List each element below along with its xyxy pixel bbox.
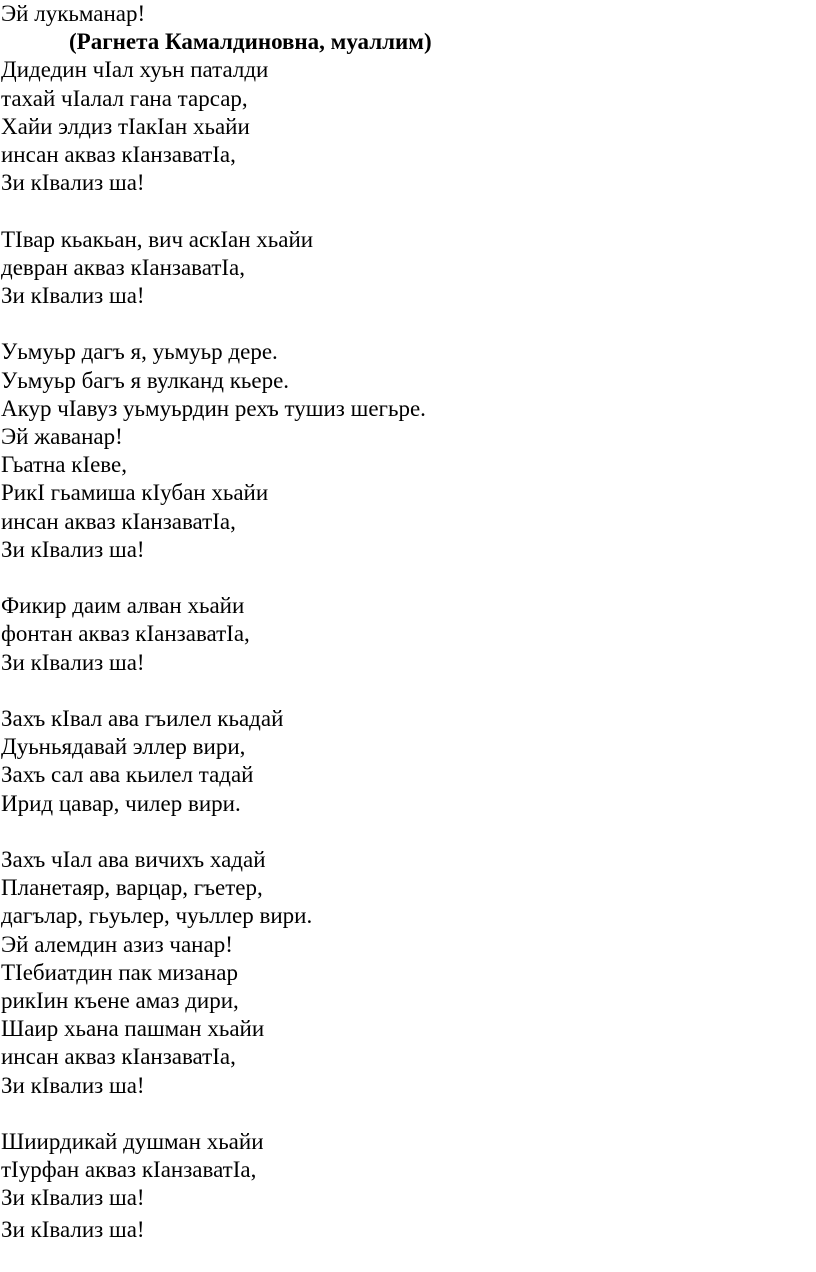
poem-line: Дидедин чIал хуьн паталди bbox=[1, 57, 269, 83]
poem-line: Эй жаванар! bbox=[1, 424, 123, 450]
poem-line: РикI гьамиша кIубан хьайи bbox=[1, 480, 269, 506]
poem-document bbox=[1, 0, 811, 1244]
poem-line: TIвар кьакьан, вич аскIан хьайи bbox=[1, 226, 314, 252]
poem-line: Захъ кIвал ава гъилел кьадай bbox=[1, 706, 284, 732]
poem-line: рикIин къене амаз дири, bbox=[1, 988, 239, 1014]
poem-line: тахай чIалал гана тарсар, bbox=[1, 85, 248, 111]
poem-refrain: Зи кIвализ ша! bbox=[1, 1216, 145, 1242]
poem-refrain: Зи кIвализ ша! bbox=[1, 1185, 145, 1211]
poem-line: тIурфан акваз кIанзаватIа, bbox=[1, 1157, 257, 1183]
stanza-gap bbox=[1, 677, 811, 705]
poem-line: Шаир хьана пашман хьайи bbox=[1, 1016, 265, 1042]
poem-line: фонтан акваз кIанзаватIа, bbox=[1, 621, 250, 647]
poem-refrain: Зи кIвализ ша! bbox=[1, 283, 145, 309]
poem-line: инсан акваз кIанзаватIа, bbox=[1, 1044, 236, 1070]
stanza-gap bbox=[1, 564, 811, 592]
poem-line: Шиирдикай душман хьайи bbox=[1, 1129, 264, 1155]
poem-line: TIебиатдин пак мизанар bbox=[1, 959, 238, 985]
poem-line: Гьатна кIеве, bbox=[1, 452, 127, 478]
poem-line: Планетаяр, варцар, гъетер, bbox=[1, 875, 263, 901]
poem-dedication: (Рагнета Камалдиновна, муаллим) bbox=[69, 29, 432, 55]
poem-line: Захъ сал ава кьилел тадай bbox=[1, 762, 254, 788]
poem-refrain: Зи кIвализ ша! bbox=[1, 170, 145, 196]
poem-line: девран акваз кIанзаватIа, bbox=[1, 254, 246, 280]
poem-refrain: Зи кIвализ ша! bbox=[1, 536, 145, 562]
poem-line: дагълар, гьуьлер, чуьллер вири. bbox=[1, 903, 313, 929]
stanza-gap bbox=[1, 1100, 811, 1128]
poem-line: Уьмуьр багъ я вулканд кьере. bbox=[1, 367, 290, 393]
poem-line: Эй алемдин азиз чанар! bbox=[1, 931, 233, 957]
poem-line: Хайи элдиз тIакIан хьайи bbox=[1, 113, 250, 139]
stanza-gap bbox=[1, 197, 811, 225]
stanza-gap bbox=[1, 310, 811, 338]
poem-refrain: Зи кIвализ ша! bbox=[1, 1072, 145, 1098]
poem-line: Уьмуьр дагъ я, уьмуьр дере. bbox=[1, 339, 278, 365]
poem-line: Фикир даим алван хьайи bbox=[1, 593, 245, 619]
poem-refrain: Зи кIвализ ша! bbox=[1, 649, 145, 675]
poem-line: инсан акваз кIанзаватIа, bbox=[1, 508, 236, 534]
poem-line: Захъ чIал ава вичихъ хадай bbox=[1, 847, 266, 873]
poem-line: Дуьньядавай эллер вири, bbox=[1, 734, 246, 760]
poem-line-greeting: Эй лукьманар! bbox=[1, 1, 146, 26]
poem-line: Ирид цавар, чилер вири. bbox=[1, 790, 241, 816]
poem-line: Акур чIавуз уьмуьрдин рехъ тушиз шегьре. bbox=[1, 395, 426, 421]
stanza-gap bbox=[1, 818, 811, 846]
poem-line: инсан акваз кIанзаватIа, bbox=[1, 142, 236, 168]
